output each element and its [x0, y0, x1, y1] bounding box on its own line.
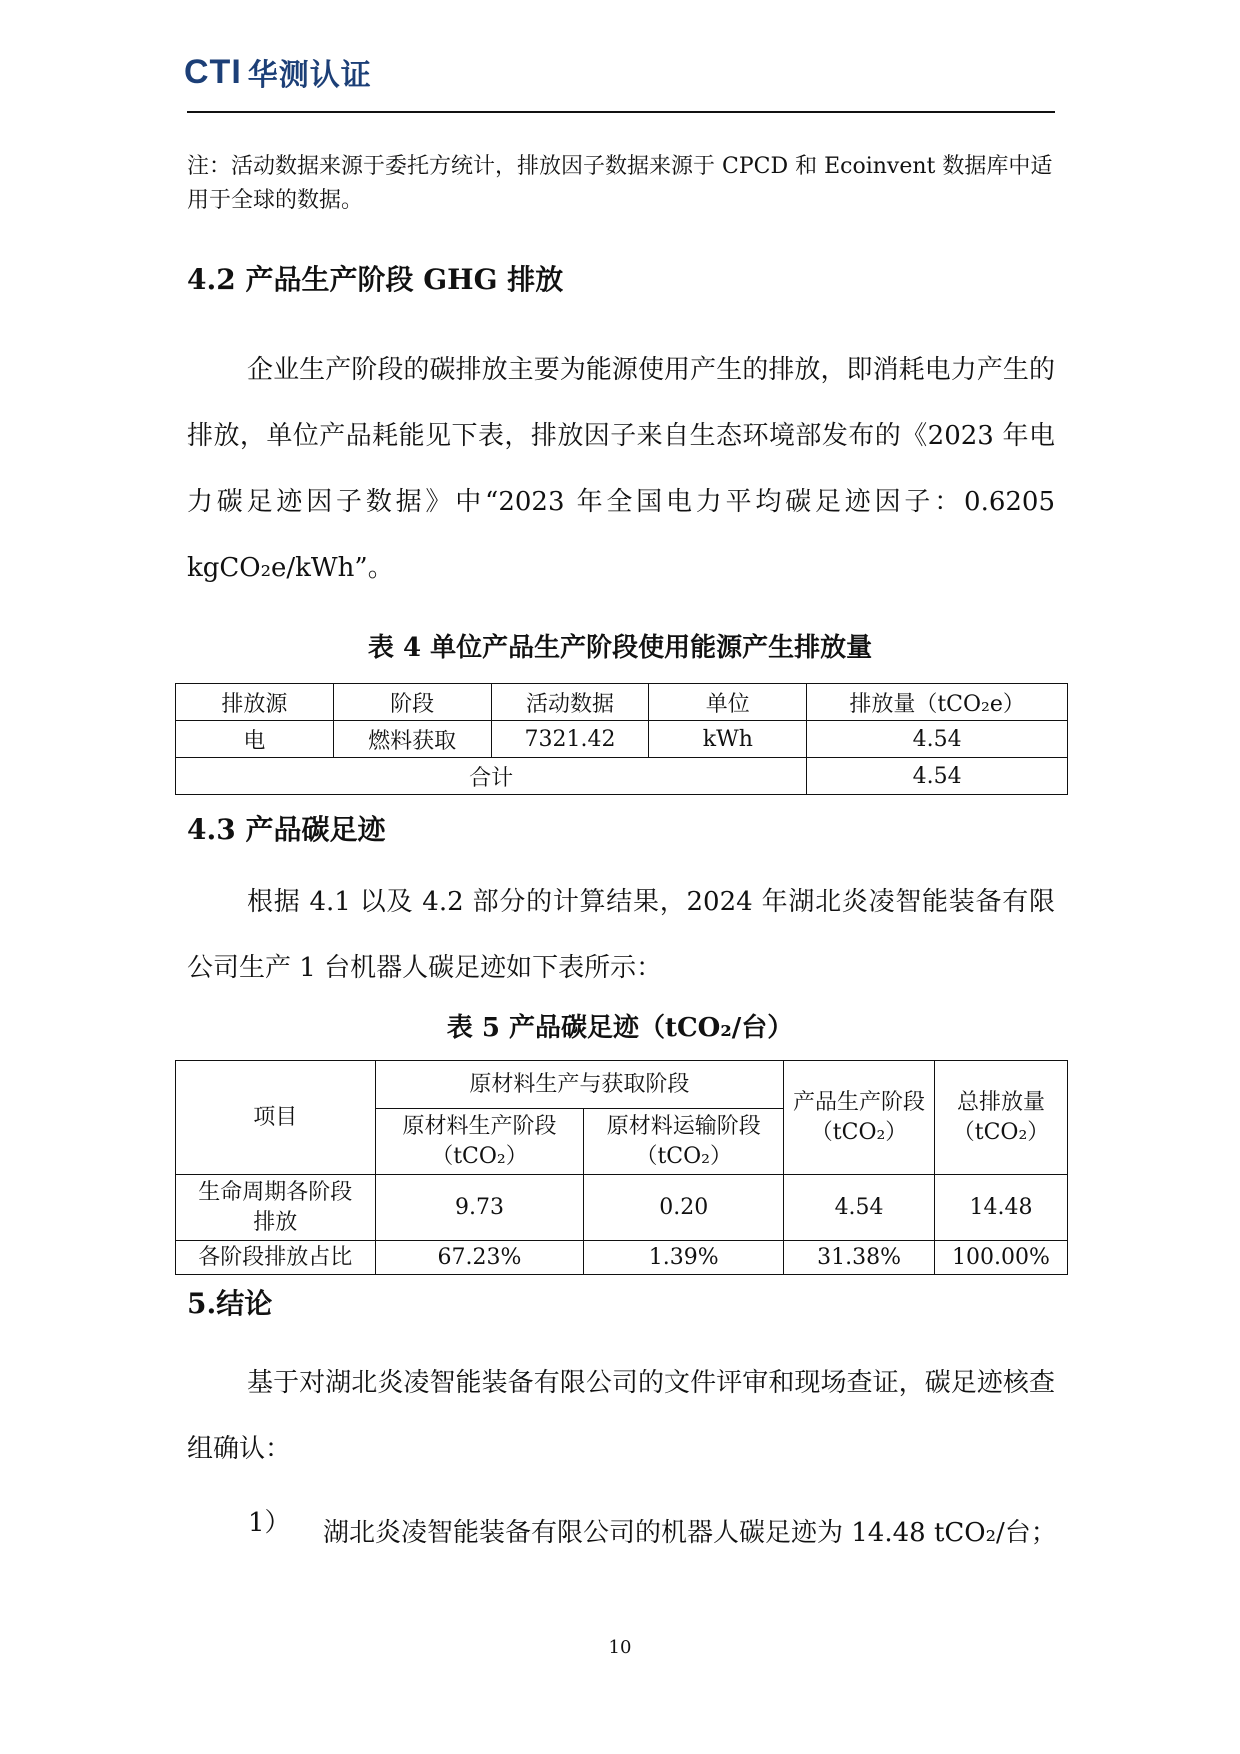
- section-5-paragraph: 基于对湖北炎凌智能装备有限公司的文件评审和现场查证，碳足迹核查组确认：: [187, 1368, 1055, 1464]
- conclusion-item-text: 湖北炎凌智能装备有限公司的机器人碳足迹为 14.48 tCO₂/台；: [323, 1518, 1057, 1548]
- table4-header-cell: 排放源: [176, 684, 334, 721]
- table5-row-label: 生命周期各阶段排放: [176, 1175, 376, 1241]
- table4-cell: 燃料获取: [333, 721, 491, 758]
- section-5-heading: 5.结论: [187, 1287, 273, 1320]
- table5-cell: 1.39%: [584, 1241, 784, 1275]
- section-4-2-paragraph: 企业生产阶段的碳排放主要为能源使用产生的排放，即消耗电力产生的排放，单位产品耗能见下表，排放因子来自生态环境部发布的《2023 年电力碳足迹因子数据》中“2023 年全国电力平均碳足迹因子：0.6205 kgCO₂e/kWh”。: [187, 355, 1055, 583]
- table5-cell: 100.00%: [935, 1241, 1068, 1275]
- section-4-3-paragraph: 根据 4.1 以及 4.2 部分的计算结果，2024 年湖北炎凌智能装备有限公司生产 1 台机器人碳足迹如下表所示：: [187, 887, 1055, 983]
- table4: [175, 683, 1068, 795]
- logo-chinese: 华测认证: [247, 58, 372, 93]
- table5-cell: 14.48: [935, 1175, 1068, 1241]
- header-divider: [187, 111, 1055, 113]
- table4-header-cell: 阶段: [333, 684, 491, 721]
- table5-row-emissions: [176, 1175, 1068, 1241]
- table4-caption: 表 4 单位产品生产阶段使用能源产生排放量: [367, 633, 873, 663]
- table5-header-item: 项目: [176, 1061, 376, 1175]
- table4-total-value: 4.54: [807, 758, 1068, 795]
- table5-header-raw-production: 原材料生产阶段（tCO₂）: [375, 1109, 584, 1175]
- company-logo: [184, 52, 372, 92]
- table5-row-label: 各阶段排放占比: [176, 1241, 376, 1275]
- section-4-3-heading: 4.3 产品碳足迹: [187, 813, 386, 846]
- table5-header-production: 产品生产阶段（tCO₂）: [784, 1061, 935, 1175]
- table4-header-cell: 排放量（tCO₂e）: [807, 684, 1068, 721]
- table4-total-label: 合计: [176, 758, 807, 795]
- table5-cell: 4.54: [784, 1175, 935, 1241]
- data-source-note: 注：活动数据来源于委托方统计，排放因子数据来源于 CPCD 和 Ecoinvent 数据库中适用于全球的数据。: [187, 154, 1053, 213]
- table5-header-raw-transport: 原材料运输阶段（tCO₂）: [584, 1109, 784, 1175]
- table5-caption: 表 5 产品碳足迹（tCO₂/台）: [446, 1013, 794, 1043]
- page-number: 10: [608, 1637, 632, 1658]
- table4-header-cell: 单位: [649, 684, 807, 721]
- logo-latin: CTI: [184, 52, 242, 91]
- table4-header-row: [176, 684, 1068, 721]
- table5-cell: 67.23%: [375, 1241, 584, 1275]
- table5: [175, 1060, 1068, 1275]
- conclusion-item-number: 1）: [248, 1508, 291, 1538]
- table5-header-total: 总排放量（tCO₂）: [935, 1061, 1068, 1175]
- table5-header-group: 原材料生产与获取阶段: [375, 1061, 784, 1109]
- table4-data-row: [176, 721, 1068, 758]
- table4-total-row: [176, 758, 1068, 795]
- table4-cell: 4.54: [807, 721, 1068, 758]
- table5-cell: 0.20: [584, 1175, 784, 1241]
- table5-header-row: [176, 1061, 1068, 1109]
- section-4-2-heading: 4.2 产品生产阶段 GHG 排放: [187, 263, 564, 296]
- table4-cell: kWh: [649, 721, 807, 758]
- table4-cell: 电: [176, 721, 334, 758]
- table5-cell: 31.38%: [784, 1241, 935, 1275]
- table4-header-cell: 活动数据: [491, 684, 649, 721]
- table5-cell: 9.73: [375, 1175, 584, 1241]
- table5-row-share: [176, 1241, 1068, 1275]
- table4-cell: 7321.42: [491, 721, 649, 758]
